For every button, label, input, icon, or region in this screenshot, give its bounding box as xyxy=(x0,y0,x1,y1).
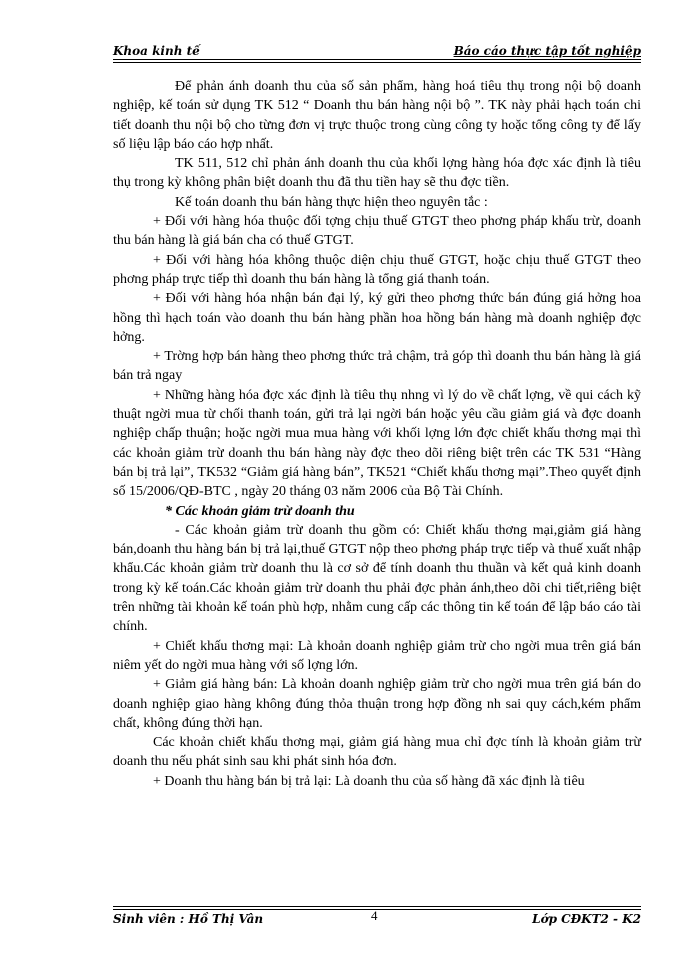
header-rule xyxy=(113,59,641,60)
paragraph: Kế toán doanh thu bán hàng thực hiện theo nguyên tắc : xyxy=(175,194,488,210)
footer-class: Lớp CĐKT2 - K2 xyxy=(532,912,641,926)
paragraph: Các khoản chiết khấu thơng mại, giảm giá hàng mua chỉ đợc tính là khoản giảm trừ doanh thu nếu phát sinh sau khi phát sinh hóa đơn. xyxy=(113,735,641,770)
paragraph: + Những hàng hóa đợc xác định là tiêu thụ nhng vì lý do về chất lợng, về qui cách kỹ thuật ngời mua từ chối thanh toán, gửi trả lại ngời bán hoặc yêu cầu giảm giá và đợc doanh nghiệp chấp thuận; hoặc ngời mua mua hàng với khối lợng lớn đợc chiết khấu thơng mại thì các khoản giảm trừ doanh thu bán hàng này đợc theo dõi riêng biệt trên các TK 531 “Hàng bán bị trả lại”, TK532 “Giảm giá hàng bán”, TK521 “Chiết khấu thơng mại”.Theo quyết định số 15/2006/QĐ-BTC , ngày 20 tháng 03 năm 2006 của Bộ Tài Chính. xyxy=(113,387,641,500)
paragraph: + Doanh thu hàng bán bị trả lại: Là doanh thu của số hàng đã xác định là tiêu xyxy=(153,773,585,789)
paragraph: + Trờng hợp bán hàng theo phơng thức trả chậm, trả góp thì doanh thu bán hàng là giá bán trả ngay xyxy=(113,349,641,384)
paragraph: TK 511, 512 chỉ phản ánh doanh thu của khối lợng hàng hóa đợc xác định là tiêu thụ trong kỳ không phân biệt doanh thu đã thu tiền hay sẽ thu đợc tiền. xyxy=(113,156,641,191)
page-number: 4 xyxy=(371,908,378,923)
footer-student: Sinh viên : Hồ Thị Vân xyxy=(113,912,264,926)
paragraph: Để phản ánh doanh thu của số sản phẩm, hàng hoá tiêu thụ trong nội bộ doanh nghiệp, kế toán sử dụng TK 512 “ Doanh thu bán hàng nội bộ ”. TK này phải hạch toán chi tiết doanh thu nội bộ cho từng đơn vị trực thuộc trong cùng công ty hoặc tổng công ty để lấy số liệu lập báo cáo hợp nhất. xyxy=(113,79,641,152)
section-heading: * Các khoản giảm trừ doanh thu xyxy=(165,503,355,519)
footer-rule xyxy=(113,906,641,907)
paragraph: - Các khoản giảm trừ doanh thu gồm có: Chiết khấu thơng mại,giảm giá hàng bán,doanh thu hàng bán bị trả lại,thuế GTGT nộp theo phơng pháp trực tiếp và thuế xuất nhập khẩu.Các khoản giảm trừ doanh thu là cơ sở để tính doanh thu thuần và kết quả kinh doanh trong kỳ kế toán.Các khoản giảm trừ doanh thu phải đợc phản ánh,theo dõi chi tiết,riêng biệt trên những tài khoản kế toán phù hợp, nhằm cung cấp các thông tin kế toán để lập báo cáo tài chính. xyxy=(113,522,641,635)
header-rule-thin xyxy=(113,62,641,63)
paragraph: + Đối với hàng hóa không thuộc diện chịu thuế GTGT, hoặc chịu thuế GTGT theo phơng pháp trực tiếp thì doanh thu bán hàng là tổng giá thanh toán. xyxy=(113,252,641,287)
page-footer xyxy=(113,908,641,930)
paragraph: + Giảm giá hàng bán: Là khoản doanh nghiệp giảm trừ cho ngời mua trên giá bán do doanh nghiệp giao hàng không đúng thỏa thuận trong hợp đồng nh sai quy cách,kém phẩm chất, không đúng thời hạn. xyxy=(113,677,641,731)
header-report-title: Báo cáo thực tập tốt nghiệp xyxy=(453,44,641,58)
paragraph: + Chiết khấu thơng mại: Là khoản doanh nghiệp giảm trừ cho ngời mua trên giá bán niêm yết do ngời mua hàng với số lợng lớn. xyxy=(113,638,641,673)
document-body xyxy=(113,77,641,791)
page-header xyxy=(113,40,641,60)
paragraph: + Đối với hàng hóa nhận bán đại lý, ký gửi theo phơng thức bán đúng giá hởng hoa hồng thì hạch toán vào doanh thu bán hàng phần hoa hồng bán hàng mà doanh nghiệp đợc hởng. xyxy=(113,291,641,345)
header-faculty: Khoa kinh tế xyxy=(113,44,200,58)
paragraph: + Đối với hàng hóa thuộc đối tợng chịu thuế GTGT theo phơng pháp khấu trừ, doanh thu bán hàng là giá bán cha có thuế GTGT. xyxy=(113,214,641,249)
